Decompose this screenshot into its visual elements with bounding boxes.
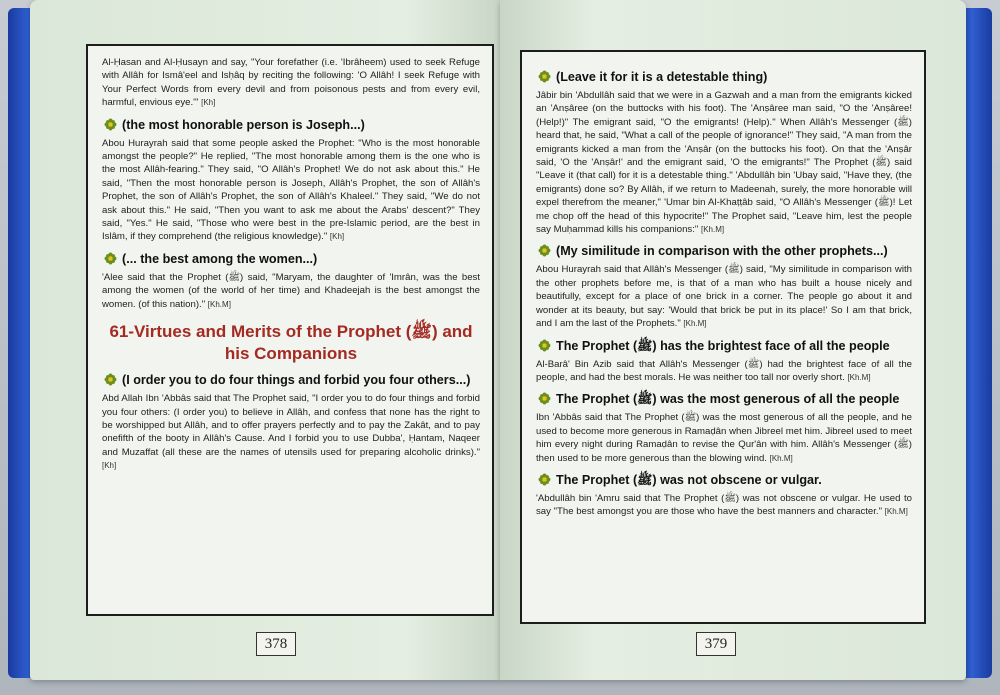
flower-icon: [538, 473, 551, 486]
section-heading: [102, 251, 480, 267]
section-paragraph: [536, 263, 912, 330]
section-paragraph: [536, 358, 912, 385]
section-paragraph: [536, 492, 912, 519]
section-reference: [Kh.M]: [884, 507, 908, 517]
section-heading-text: The Prophet (ﷺ) has the brightest face of all the people: [556, 338, 890, 353]
section-text: Abou Hurayrah said that Allâh's Messenger (ﷺ) said, "My similitude in comparison with the other prophets before me, is that of a man who has built a house nicely and beautifully, except for a place of one brick in a corner. The people go about it and wonder at its beauty, but say: 'Would that brick be put in its place!' So I am that brick, and I am the last of the Prophets.": [536, 264, 912, 330]
section-reference: [Kh]: [329, 232, 345, 242]
section-heading-text: The Prophet (ﷺ) was the most generous of all the people: [556, 392, 900, 407]
section-reference: [Kh.M]: [769, 453, 793, 463]
right-page-content: [536, 62, 912, 614]
page-number: 378: [256, 632, 296, 656]
intro-reference: [Kh]: [201, 98, 216, 108]
section-heading-text: (I order you to do four things and forbid you four others...): [122, 373, 471, 388]
section-paragraph: [102, 137, 480, 244]
flower-icon: [104, 373, 117, 386]
section-reference: [Kh.M]: [700, 225, 725, 235]
left-page: [30, 0, 500, 680]
flower-icon: [538, 392, 551, 405]
section-heading-text: (the most honorable person is Joseph...): [122, 117, 365, 132]
section-text: 'Abdullâh bin 'Amru said that The Prophet (ﷺ) was not obscene or vulgar. He used to say "The best amongst you are those who have the best manners and character.": [536, 492, 912, 518]
section-heading-text: The Prophet (ﷺ) was not obscene or vulgar.: [556, 472, 822, 487]
right-page: [500, 0, 966, 680]
flower-icon: [538, 70, 551, 83]
section-reference: [Kh.M]: [683, 319, 707, 329]
section-heading: [536, 472, 912, 488]
section-text: Ibn 'Abbâs said that The Prophet (ﷺ) was the most generous of all the people, and he used to become more generous in Ramaḍân when Jibreel met him. Jibreel used to meet him every night during Ramaḍân to revise the Qur'ân with him. Allâh's Messenger (ﷺ) then used to be more generous than the blowing wind.: [536, 412, 912, 464]
chapter-title: 61-Virtues and Merits of the Prophet (ﷺ) and his Companions: [109, 322, 473, 364]
section-heading: [102, 117, 480, 133]
page-number: 379: [696, 632, 736, 656]
section-heading: [536, 338, 912, 354]
intro-text: Al-Ḥasan and Al-Ḥusayn and say, "Your forefather (i.e. 'Ibrâheem) used to seek Refuge with Allâh for Ismâ'eel and Isḥâq by reciting the following: 'O Allâh! I seek Refuge with Your Perfect Words from every devil and from poisonous pests and from every evil, harmful, envious eye.'": [102, 57, 480, 109]
flower-icon: [538, 244, 551, 257]
section-text: Al-Barâ' Bin Azib said that Allâh's Messenger (ﷺ) had the brightest face of all the people, and had the best morals. He was neither too tall nor overly short.: [536, 358, 912, 383]
section-paragraph: [536, 89, 912, 236]
section-text: 'Alee said that the Prophet (ﷺ) said, "Maryam, the daughter of 'Imrân, was the best among the women (of the world of her time) and Khadeejah is the best amongst the women. (of this nation).": [102, 271, 480, 310]
flower-icon: [104, 118, 117, 131]
section-heading: [536, 243, 912, 259]
left-page-content: [102, 56, 480, 606]
section-text: Abd Allah Ibn 'Abbâs said that The Prophet said, "I order you to do four things and forbid you four others: (I order you) to believe in Allâh, and confess that none has the right to be worshipped but Allâh, and to offer prayers perfectly and to pay the Zakât, and to pay onefifth of the booty in Allâh's Cause. And I forbid you to use Dubba', Ḥantam, Naqeer and Muzaffat (all these are the names of utensils used for preparing alcoholic drinks).": [102, 393, 480, 458]
flower-icon: [538, 339, 551, 352]
flower-icon: [104, 252, 117, 265]
section-heading: [536, 69, 912, 85]
section-reference: [Kh]: [102, 461, 117, 471]
section-heading: [536, 391, 912, 407]
section-paragraph: [102, 392, 480, 472]
right-page-frame: [520, 50, 926, 624]
section-heading-text: (... the best among the women...): [122, 251, 318, 266]
section-paragraph: [536, 411, 912, 465]
section-text: Jâbir bin 'Abdullâh said that we were in a Gazwah and a man from the emigrants kicked an 'Anṣâree (on the buttocks with his foot). The 'Anṣâree man said, "O the 'Anṣâree! (Help!)" The emigrant said, "O the emigrants! (Help)." When Allâh's Messenger (ﷺ) heard that, he said, "What a call of the people of ignorance!" They said, "A man from the emigrants kicked a man from the 'Anṣâr (on the buttocks his foot). On that the 'Anṣâr said, 'O the 'Anṣâr!' and the emigrant said, 'O the emigrants!" The Prophet (ﷺ) said "Leave it (that call) for it is a detestable thing." 'Abdullâh bin 'Ubay said, "Have they, (the emigrants) done so? By Allâh, if we return to Madeenah, surely, the more honorable will expel therefrom the meaner," 'Umar bin Al-Khaṭṭâb said, "O Allâh's Messenger (ﷺ)! Let me chop off the head of this hypocrite!" The Prophet said, "Leave him, lest the people say Muḥammad kills his companions:": [536, 90, 912, 236]
section-heading-text: (Leave it for it is a detestable thing): [556, 70, 768, 84]
section-paragraph: [102, 271, 480, 311]
section-reference: [Kh.M]: [207, 299, 231, 309]
section-reference: [Kh.M]: [847, 372, 871, 382]
section-text: Abou Hurayrah said that some people asked the Prophet: "Who is the most honorable amongst the people?" He replied, "The most honorable among them is the one who is the most Allâh-fearing." They said, "O Allâh's Prophet! We do not ask about this." He said, "Then the most honorable person is Joseph, Allâh's Prophet, the son of Allâh's Prophet, the son of Allâh's Prophet, the son of Allâh's Khaleel." They said, "We do not ask about this." He said, "Then you want to ask me about the Arabs' descent?" They said, "Yes." He said, "Those who were best in the pre-Islamic period, are the best in Islâm, if they comprehend (the religious knowledge).": [102, 137, 480, 243]
section-heading-text: (My similitude in comparison with the other prophets...): [556, 244, 888, 259]
intro-paragraph: [102, 56, 480, 110]
section-heading: [102, 372, 480, 388]
left-page-frame: [86, 44, 494, 616]
